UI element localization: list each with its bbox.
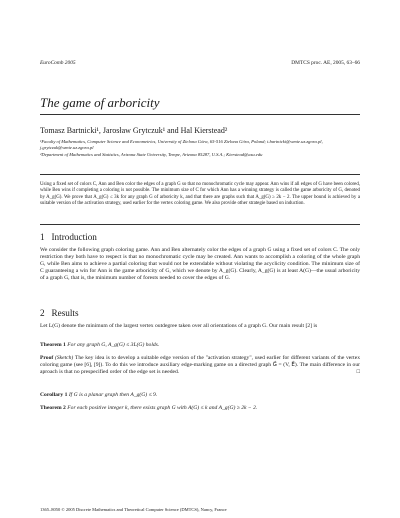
affiliation-1: ¹Faculty of Mathematics, Computer Science and Econometrics, University of Zielona Góra, 65-516 Zielona Góra, Poland; t.bartnicki@wmie.uz.zgora.pl, j.grytczuk@wmie.uz.zgora.pl [40, 139, 323, 150]
section-heading-results [40, 308, 79, 318]
proof-label: Proof [40, 355, 54, 361]
section-heading-introduction [40, 232, 97, 242]
section-number: 2 [40, 308, 45, 318]
proof-text: The key idea is to develop a suitable edge version of the "activation strategy", used earlier for different variants of the vertex coloring game (see [6], [9]). To do this we introduce auxiliary edge-marking game on a directed graph G⃗ = (V, E⃗). The main difference in our aproach is that no prespecified order of the edge set is needed. [40, 355, 360, 376]
proof [40, 355, 360, 376]
title-rule [40, 114, 360, 115]
affiliation-2: ²Department of Mathematics and Statistics, Arizona State University, Tempe, Arizona 85287, U.S.A.; Kierstead@asu.edu [40, 152, 263, 157]
abstract-top-rule [40, 174, 360, 175]
paper-title: The game of arboricity [40, 95, 160, 110]
theorem-1-label: Theorem 1 [40, 342, 66, 348]
section-title: Introduction [51, 232, 97, 242]
running-head-left: EuroComb 2005 [40, 60, 76, 66]
theorem-2 [40, 405, 360, 412]
copyright-footer: 1365–8050 © 2005 Discrete Mathematics and Theoretical Computer Science (DMTCS), Nancy, France [40, 507, 227, 512]
section-number: 1 [40, 232, 45, 242]
introduction-paragraph: We consider the following graph coloring game. Ann and Ben alternately color the edges of a graph G using a fixed set of colors C. The only restriction they both have to respect is that no monochromatic cycle may be created. Ann wants to accomplish a coloring of the whole graph G, while Ben aims to achieve a partial coloring that would not be extendable without violating the acyclicity condition. The minimum size of C guaranteeing a win for Ann is the game arboricity of G, which we denote by A_g(G). Clearly, A_g(G) is at least A(G)—the usual arboricity of a graph G, that is, the minimum number of forests needed to cover the edges of G. [40, 247, 360, 282]
running-head-right: DMTCS proc. AE, 2005, 63–66 [291, 60, 360, 66]
theorem-1 [40, 342, 360, 349]
theorem-2-text: For each positive integer k, there exists graph G with A(G) ≤ k and A_g(G) ≥ 2k − 2. [67, 405, 258, 411]
results-paragraph: Let L(G) denote the minimum of the largest vertex outdegree taken over all orientations of a graph G. Our main result [2] is [40, 323, 318, 329]
section-title: Results [51, 308, 79, 318]
theorem-1-text: For any graph G, A_g(G) ≤ 3L(G) holds. [67, 342, 160, 348]
qed-symbol: □ [356, 369, 360, 376]
corollary-1-text: If G is a planar graph then A_g(G) ≤ 9. [68, 392, 158, 398]
theorem-2-label: Theorem 2 [40, 405, 66, 411]
corollary-1 [40, 392, 360, 399]
proof-sketch: (Sketch) [54, 355, 74, 361]
abstract: Using a fixed set of colors C, Ann and Ben color the edges of a graph G so that no monochromatic cycle may appear. Ann wins if all edges of G have been colored, while Ben wins if completing a coloring is not possible. The minimum size of C for which Ann has a winning strategy is called the game arboricity of G, denoted by A_g(G). We prove that A_g(G) ≤ 3k for any graph G of arboricity k, and that there are graphs such that A_g(G) ≥ 2k − 2. The upper bound is achieved by a suitable version of the activation strategy, used earlier for the vertex coloring game. We also provide other strategie based on induction. [40, 182, 360, 207]
corollary-1-label: Corollary 1 [40, 392, 68, 398]
author-list: Tomasz Bartnicki¹, Jarosław Grytczuk¹ and Hal Kierstead² [40, 126, 228, 135]
abstract-bottom-rule [40, 224, 360, 225]
